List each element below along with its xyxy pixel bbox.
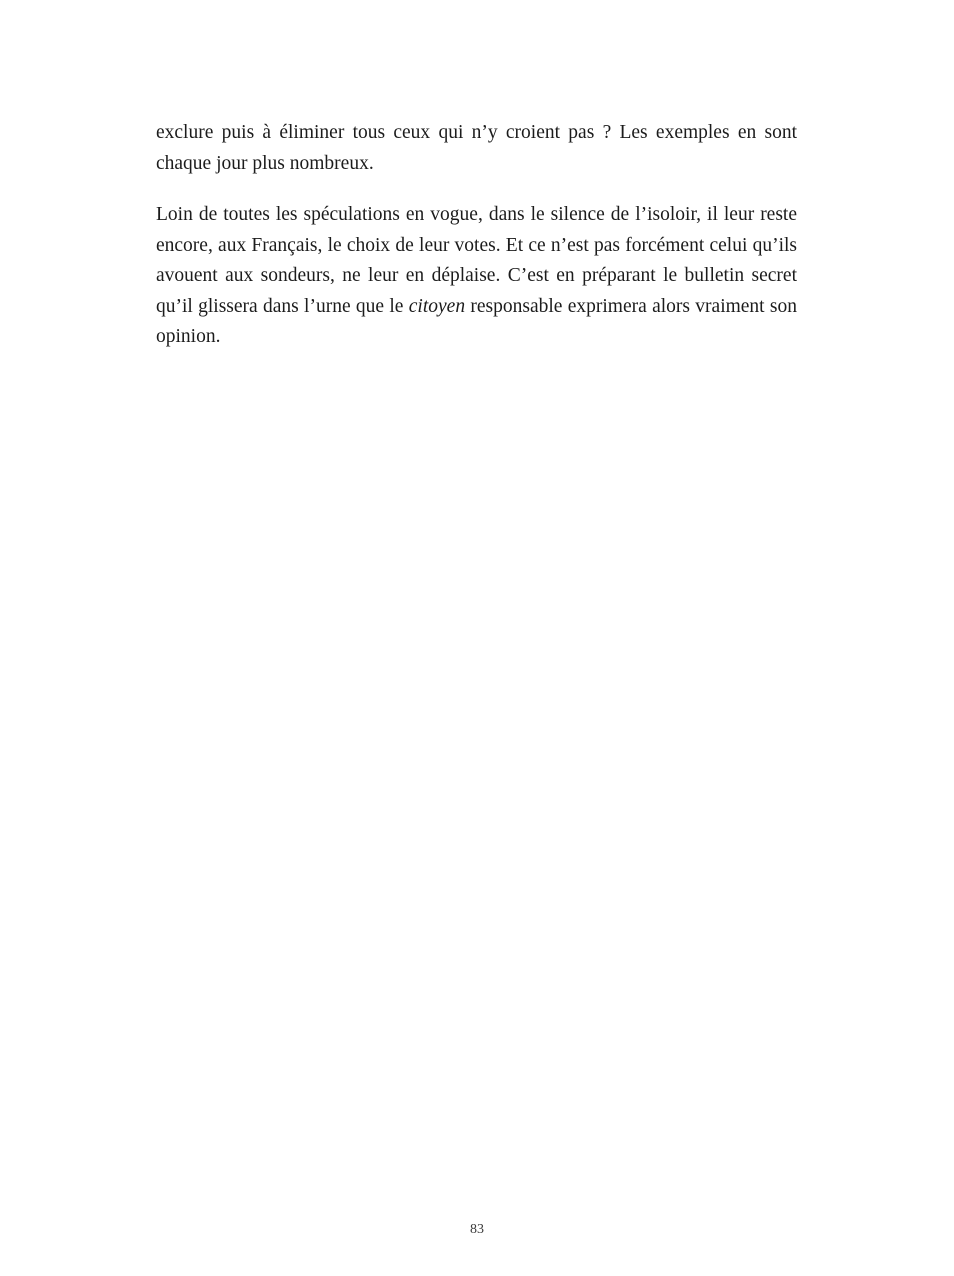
page-number: 83 — [470, 1222, 484, 1237]
paragraph-2-italic-word: citoyen — [408, 295, 466, 317]
paragraph-2-text-after-italic: responsable exprimera alors vraiment son opinion. — [156, 295, 797, 347]
paragraph-2 — [156, 200, 797, 353]
paragraph-1: exclure puis à éliminer tous ceux qui n’y croient pas ? Les exemples en sont chaque jour plus nombreux. — [156, 122, 797, 174]
paragraph-2-text-before-italic: Loin de toutes les spéculations en vogue, dans le silence de l’isoloir, il leur reste encore, aux Français, le choix de leur votes. Et ce n’est pas forcément celui qu’ils avouent aux sondeurs, ne leur en déplaise. C’est en préparant le bulletin secret qu’il glissera dans l’urne que le — [156, 204, 797, 317]
body-text — [156, 118, 797, 353]
